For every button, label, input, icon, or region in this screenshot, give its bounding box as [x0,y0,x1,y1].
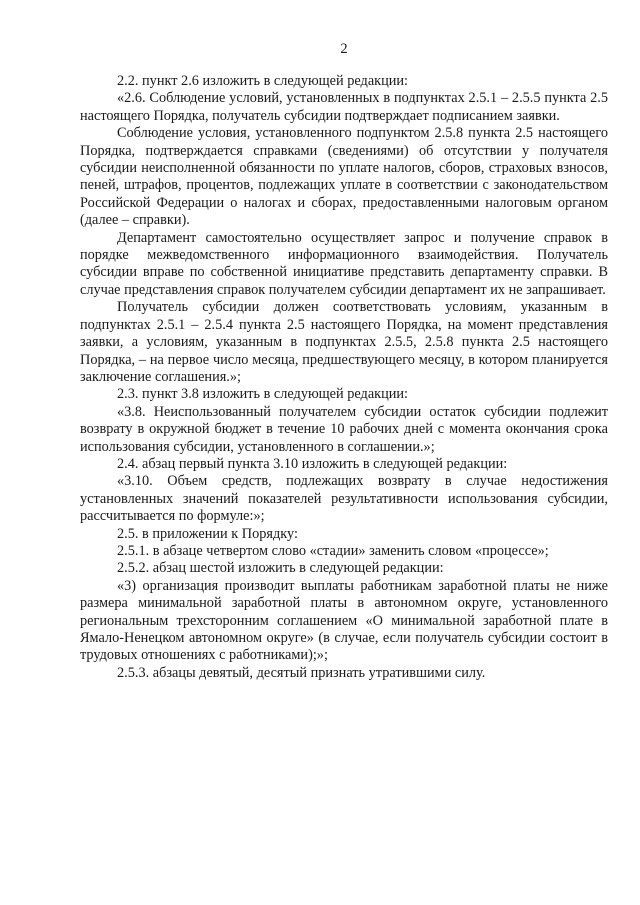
paragraph-2-5-1: 2.5.1. в абзаце четвертом слово «стадии» заменить словом «процессе»; [117,542,549,559]
paragraph-2-5: 2.5. в приложении к Порядку: [117,525,298,542]
paragraph-department-request: Департамент самостоятельно осуществляет запрос и получение справок в порядке межведомственного информационного взаимодействия. Получатель субсидии вправе по собственной инициативе представить департаменту справки. В случае представления справок получателем субсидии департамент их не запрашивает. [80,229,608,298]
paragraph-2-5-3: 2.5.3. абзацы девятый, десятый признать утратившими силу. [117,664,486,681]
document-body [80,73,608,682]
paragraph-2-3: 2.3. пункт 3.8 изложить в следующей редакции: [117,386,409,403]
paragraph-3-organization-quote: «3) организация производит выплаты работникам заработной платы не ниже размера минимальной заработной платы в автономном округе, установленного региональным трехсторонним соглашением «О минимальной заработной плате в Ямало-Ненецком автономном округе» (в случае, если получатель субсидии состоит в трудовых отношениях с работниками);»; [80,577,608,664]
paragraph-2-4: 2.4. абзац первый пункта 3.10 изложить в следующей редакции: [117,455,508,472]
paragraph-condition-2-5-8: Соблюдение условия, установленного подпунктом 2.5.8 пункта 2.5 настоящего Порядка, подтверждается справками (сведениями) об отсутствии у получателя субсидии неисполненной обязанности по уплате налогов, сборов, страховых взносов, пеней, штрафов, процентов, подлежащих уплате в соответствии с законодательством Российской Федерации о налогах и сборах, предоставленными налоговым органом (далее – справки). [80,125,608,229]
paragraph-3-8-quote: «3.8. Неиспользованный получателем субсидии остаток субсидии подлежит возврату в окружной бюджет в течение 10 рабочих дней с момента окончания срока использования субсидии, установленного в соглашении.»; [80,403,608,455]
document-page [80,0,608,905]
page-number: 2 [340,41,348,57]
paragraph-2-6-quote: «2.6. Соблюдение условий, установленных в подпунктах 2.5.1 – 2.5.5 пункта 2.5 настоящего Порядка, получатель субсидии подтверждает подписанием заявки. [80,90,608,124]
paragraph-recipient-conditions: Получатель субсидии должен соответствовать условиям, указанным в подпунктах 2.5.1 – 2.5.4 пункта 2.5 настоящего Порядка, на момент представления заявки, а условиям, указанным в подпунктах 2.5.5, 2.5.8 пункта 2.5 настоящего Порядка, – на первое число месяца, предшествующего месяцу, в котором планируется заключение соглашения.»; [80,299,608,385]
paragraph-3-10-quote: «3.10. Объем средств, подлежащих возврату в случае недостижения установленных значений показателей результативности использования субсидии, рассчитывается по формуле:»; [80,473,608,525]
paragraph-2-2: 2.2. пункт 2.6 изложить в следующей редакции: [117,73,409,89]
paragraph-2-5-2: 2.5.2. абзац шестой изложить в следующей редакции: [117,560,444,577]
